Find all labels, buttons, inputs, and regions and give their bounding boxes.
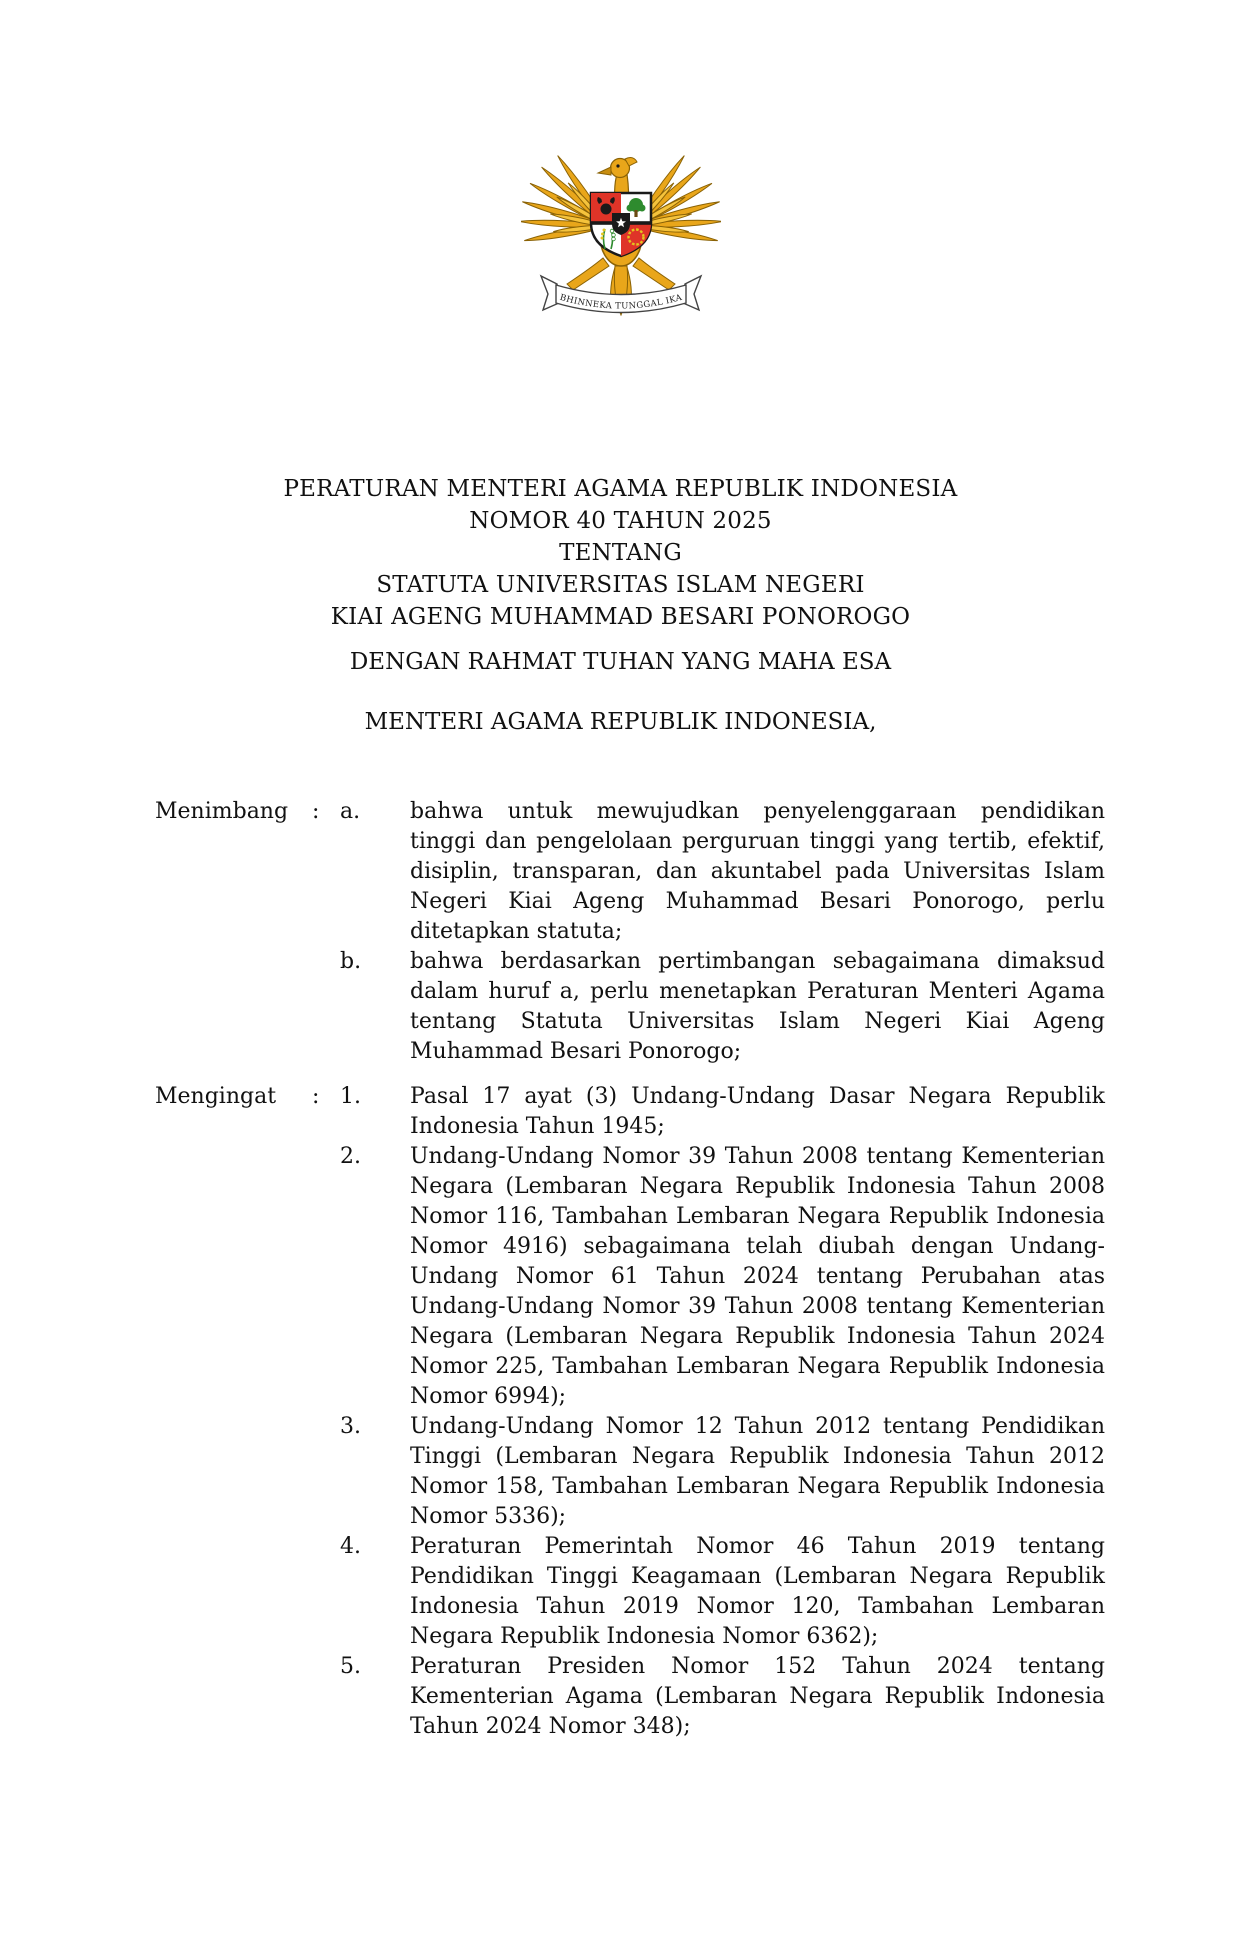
- item-marker: 2.: [340, 1144, 361, 1169]
- clause-label: Mengingat: [155, 1084, 277, 1109]
- list-item: [340, 947, 1105, 1067]
- section-mengingat: [155, 1082, 1105, 1742]
- emblem-container: [521, 118, 721, 334]
- list-item: [340, 1652, 1105, 1742]
- list-item: [340, 1532, 1105, 1652]
- item-marker: 1.: [340, 1084, 361, 1109]
- list-item: [340, 1412, 1105, 1532]
- item-text: Undang-Undang Nomor 12 Tahun 2012 tentang Pendidikan Tinggi (Lembaran Negara Republik Indonesia Tahun 2012 Nomor 158, Tambahan Lembaran Negara Republik Indonesia Nomor 5336);: [410, 1414, 1105, 1529]
- item-marker: 5.: [340, 1654, 361, 1679]
- item-marker: b.: [340, 949, 362, 974]
- title-line-number: NOMOR 40 TAHUN 2025: [469, 508, 772, 534]
- emblem-motto-text: BHINNEKA TUNGGAL IKA: [558, 292, 683, 312]
- list-item: [340, 797, 1105, 947]
- item-text: Pasal 17 ayat (3) Undang-Undang Dasar Negara Republik Indonesia Tahun 1945;: [410, 1084, 1105, 1139]
- title-line-tentang: TENTANG: [559, 540, 682, 566]
- list-item: [340, 1082, 1105, 1142]
- authority-line: MENTERI AGAMA REPUBLIK INDONESIA,: [364, 709, 877, 735]
- item-text: bahwa berdasarkan pertimbangan sebagaimana dimaksud dalam huruf a, perlu menetapkan Peraturan Menteri Agama tentang Statuta Universitas Islam Negeri Kiai Ageng Muhammad Besari Ponorogo;: [410, 949, 1105, 1064]
- garuda-shield: [590, 193, 652, 256]
- clause-colon: :: [312, 1084, 320, 1109]
- clause-items: [340, 1082, 1105, 1742]
- title-line-subject-1: STATUTA UNIVERSITAS ISLAM NEGERI: [376, 572, 865, 598]
- title-line-subject-2: KIAI AGENG MUHAMMAD BESARI PONOROGO: [330, 604, 911, 630]
- item-marker: 4.: [340, 1534, 361, 1559]
- invocation-line: DENGAN RAHMAT TUHAN YANG MAHA ESA: [349, 649, 892, 675]
- item-text: Peraturan Presiden Nomor 152 Tahun 2024 tentang Kementerian Agama (Lembaran Negara Republik Indonesia Tahun 2024 Nomor 348);: [410, 1654, 1105, 1739]
- item-marker: 3.: [340, 1414, 361, 1439]
- item-text: Undang-Undang Nomor 39 Tahun 2008 tentang Kementerian Negara (Lembaran Negara Republik Indonesia Tahun 2008 Nomor 116, Tambahan Lembaran Negara Republik Indonesia Nomor 4916) sebagaimana telah diubah dengan Undang-Undang Nomor 61 Tahun 2024 tentang Perubahan atas Undang-Undang Nomor 39 Tahun 2008 tentang Kementerian Negara (Lembaran Negara Republik Indonesia Tahun 2024 Nomor 225, Tambahan Lembaran Negara Republik Indonesia Nomor 6994);: [410, 1144, 1105, 1409]
- document-title: [0, 473, 1241, 633]
- garuda-pancasila-icon: [521, 118, 721, 330]
- clause-colon: :: [312, 799, 320, 824]
- item-text: bahwa untuk mewujudkan penyelenggaraan pendidikan tinggi dan pengelolaan perguruan tinggi yang tertib, efektif, disiplin, transparan, dan akuntabel pada Universitas Islam Negeri Kiai Ageng Muhammad Besari Ponorogo, perlu ditetapkan statuta;: [410, 799, 1105, 944]
- item-text: Peraturan Pemerintah Nomor 46 Tahun 2019 tentang Pendidikan Tinggi Keagamaan (Lembaran Negara Republik Indonesia Tahun 2019 Nomor 120, Tambahan Lembaran Negara Republik Indonesia Nomor 6362);: [410, 1534, 1105, 1649]
- item-marker: a.: [340, 799, 361, 824]
- clause-items: [340, 797, 1105, 1067]
- section-menimbang: [155, 797, 1105, 1067]
- clause-label: Menimbang: [155, 799, 289, 824]
- title-line-regulation: PERATURAN MENTERI AGAMA REPUBLIK INDONESIA: [283, 476, 958, 502]
- list-item: [340, 1142, 1105, 1412]
- document-body: [155, 797, 1105, 1742]
